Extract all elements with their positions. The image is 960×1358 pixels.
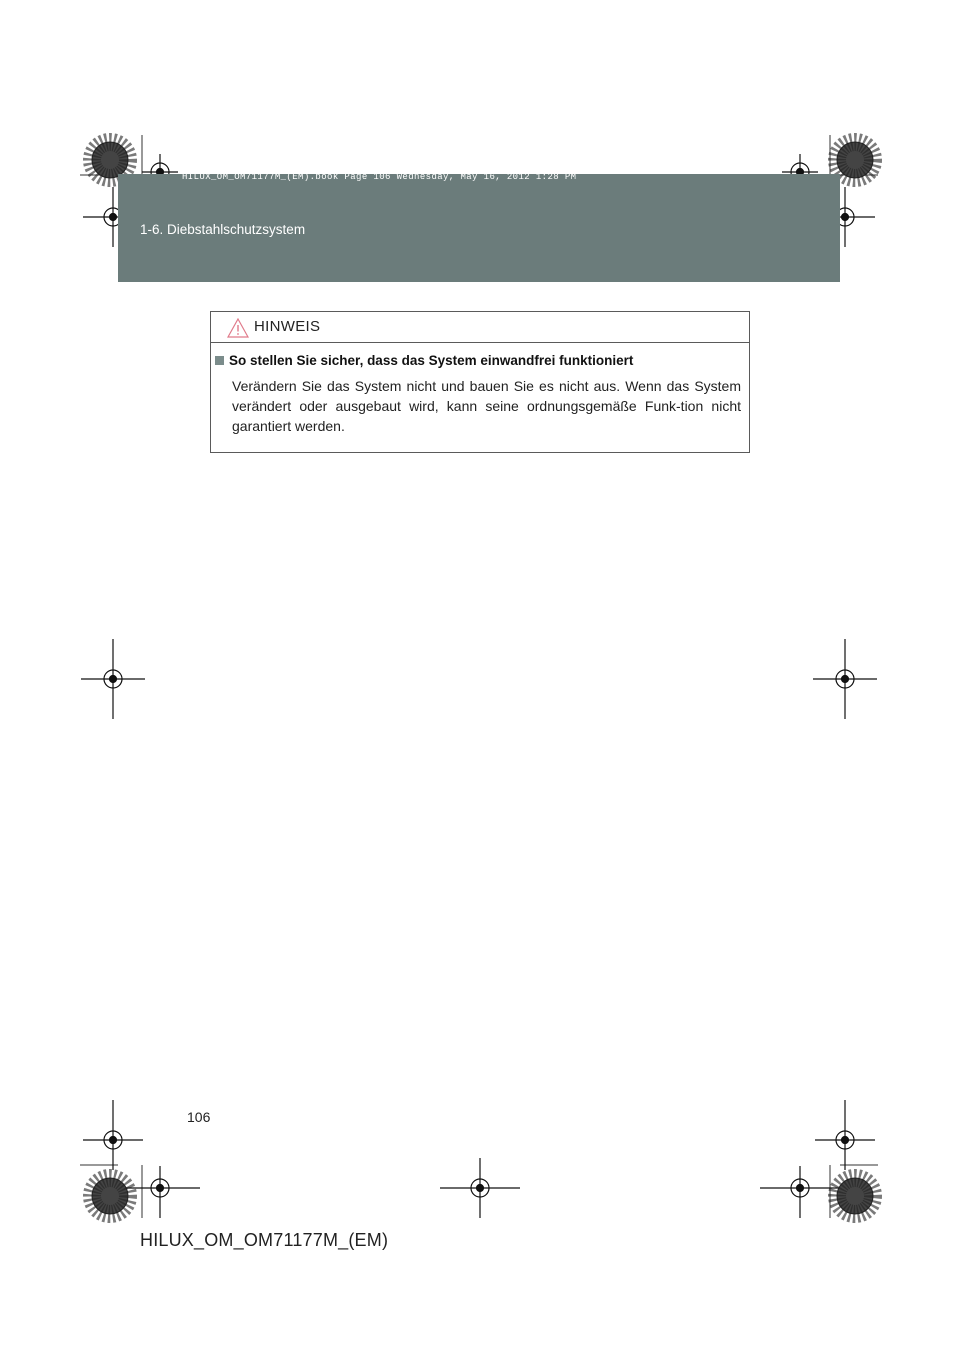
bullet-square-icon	[215, 356, 224, 365]
page-number: 106	[187, 1109, 211, 1125]
section-title: 1-6. Diebstahlschutzsystem	[140, 222, 306, 237]
notice-text: Verändern Sie das System nicht und bauen Sie es nicht aus. Wenn das System verändert oder ausgebaut wird, kann seine ordnungsgemäße Funk-tion nicht garantiert werden.	[232, 378, 741, 434]
notice-header	[211, 312, 749, 343]
warning-triangle-icon	[227, 318, 249, 338]
notice-label: HINWEIS	[254, 318, 321, 335]
print-slug: HILUX_OM_OM71177M_(EM).book Page 106 Wednesday, May 16, 2012 1:28 PM	[182, 172, 577, 182]
document-code: HILUX_OM_OM71177M_(EM)	[140, 1230, 389, 1250]
notice-body	[211, 343, 749, 436]
notice-heading: So stellen Sie sicher, dass das System einwandfrei funktioniert	[229, 353, 634, 368]
notice-box	[210, 311, 750, 453]
